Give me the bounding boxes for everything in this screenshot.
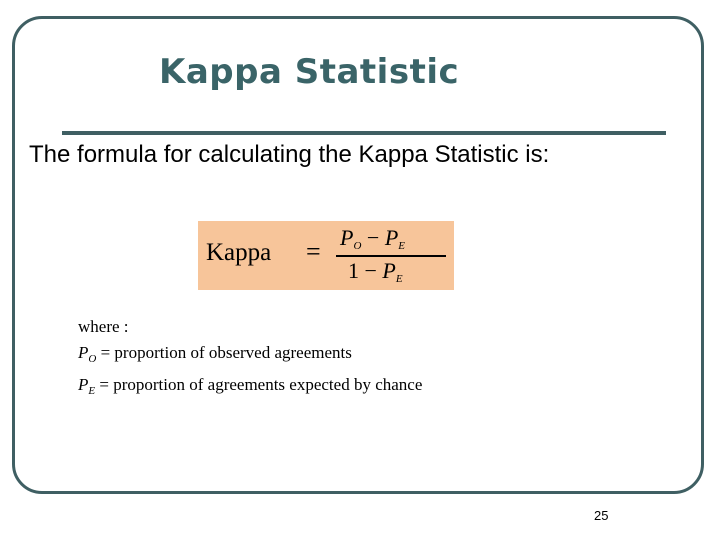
pe-symbol: P xyxy=(78,375,89,394)
formula-lhs: Kappa xyxy=(206,239,272,266)
po-symbol: P xyxy=(78,343,89,362)
po-text: = proportion of observed agreements xyxy=(96,343,352,362)
numerator-p1: P xyxy=(340,225,354,250)
po-sub: O xyxy=(88,353,97,365)
pe-text: = proportion of agreements expected by chance xyxy=(95,375,423,394)
definition-po xyxy=(78,340,422,372)
denominator-sub: E xyxy=(395,273,403,285)
numerator-sub1: O xyxy=(353,240,362,252)
numerator-sub2: E xyxy=(398,240,406,252)
denominator-one: 1 xyxy=(348,258,359,283)
denominator-minus: − xyxy=(359,258,383,283)
intro-text: The formula for calculating the Kappa Statistic is: xyxy=(29,141,550,168)
formula-numerator xyxy=(340,225,405,252)
formula-denominator xyxy=(348,258,403,285)
slide-title: Kappa Statistic xyxy=(159,52,460,92)
definition-pe xyxy=(78,372,422,404)
title-divider xyxy=(62,131,666,135)
page-number: 25 xyxy=(594,508,609,523)
numerator-p2: P xyxy=(384,225,399,250)
denominator-p: P xyxy=(382,258,396,283)
formula-equals: = xyxy=(306,237,321,266)
where-label: where : xyxy=(78,317,129,336)
kappa-formula xyxy=(198,221,454,290)
numerator-minus: − xyxy=(361,225,385,250)
fraction-bar xyxy=(336,255,446,257)
definitions-block xyxy=(78,314,422,404)
pe-sub: E xyxy=(88,385,96,397)
